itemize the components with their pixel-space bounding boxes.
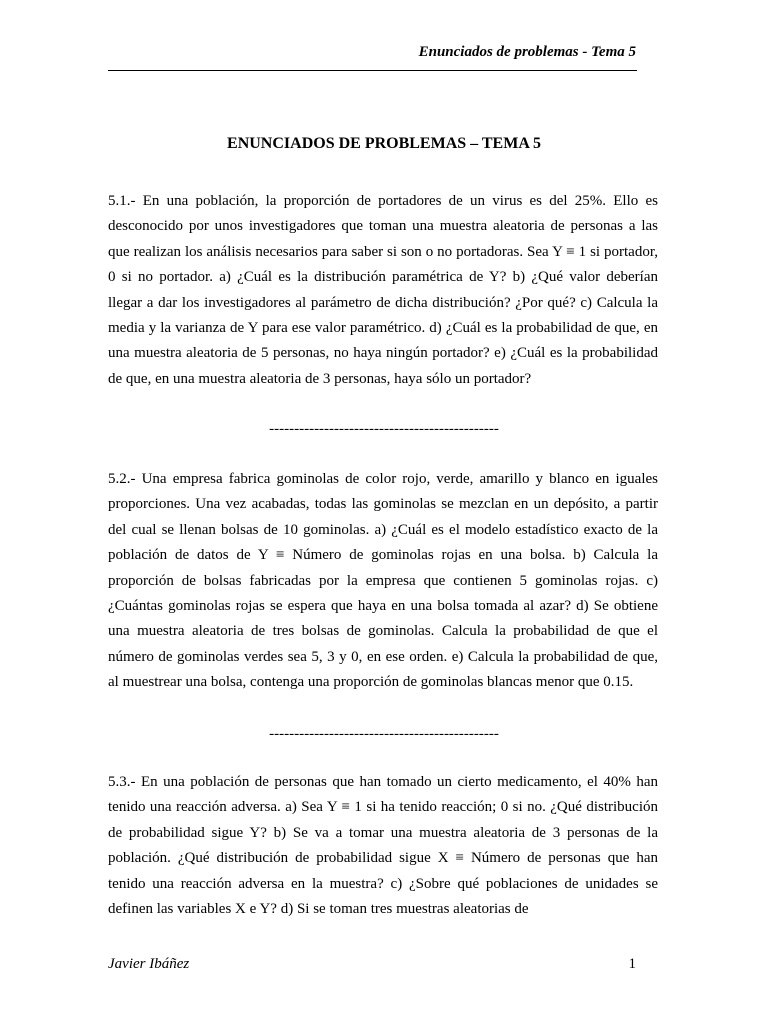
footer-author: Javier Ibáñez [108, 956, 190, 972]
running-header: Enunciados de problemas - Tema 5 [418, 44, 636, 60]
separator-1: ---------------------------------------------- [269, 421, 499, 437]
problem-5-3: 5.3.- En una población de personas que han tomado un cierto medicamento, el 40% han tenido una reacción adversa. a) Sea Y ≡ 1 si ha tenido reacción; 0 si no. ¿Qué distribución de probabilidad sigue Y? b) Se va a tomar una muestra aleatoria de 3 personas de la población. ¿Qué distribución de probabilidad sigue X ≡ Número de personas que han tenido una reacción adversa en la muestra? c) ¿Sobre qué poblaciones de unidades se definen las variables X e Y? d) Si se toman tres muestras aleatorias de [108, 774, 658, 918]
problem-5-2: 5.2.- Una empresa fabrica gominolas de color rojo, verde, amarillo y blanco en iguales proporciones. Una vez acabadas, todas las gominolas se mezclan en un depósito, a partir del cual se llenan bolsas de 10 gominolas. a) ¿Cuál es el modelo estadístico exacto de la población de datos de Y ≡ Número de gominolas rojas en una bolsa. b) Calcula la proporción de bolsas fabricadas por la empresa que contienen 5 gominolas rojas. c) ¿Cuántas gominolas rojas se espera que haya en una bolsa tomada al azar? d) Se obtiene una muestra aleatoria de tres bolsas de gominolas. Calcula la probabilidad de que el número de gominolas verdes sea 5, 3 y 0, en ese orden. e) Calcula la probabilidad de que, al muestrear una bolsa, contenga una proporción de gominolas blancas menor que 0.15. [108, 471, 658, 691]
problem-5-1: 5.1.- En una población, la proporción de portadores de un virus es del 25%. Ello es desconocido por unos investigadores que toman una muestra aleatoria de personas a las que realizan los análisis necesarios para saber si son o no portadoras. Sea Y ≡ 1 si portador, 0 si no portador. a) ¿Cuál es la distribución paramétrica de Y? b) ¿Qué valor deberían llegar a dar los investigadores al parámetro de dicha distribución? ¿Por qué? c) Calcula la media y la varianza de Y para ese valor paramétrico. d) ¿Cuál es la probabilidad de que, en una muestra aleatoria de 5 personas, no haya ningún portador? e) ¿Cuál es la probabilidad de que, en una muestra aleatoria de 3 personas, haya sólo un portador? [108, 193, 658, 387]
header-rule [108, 70, 637, 71]
page-number: 1 [628, 956, 636, 972]
page-title: ENUNCIADOS DE PROBLEMAS – TEMA 5 [227, 135, 541, 152]
separator-2: ---------------------------------------------- [269, 726, 499, 742]
